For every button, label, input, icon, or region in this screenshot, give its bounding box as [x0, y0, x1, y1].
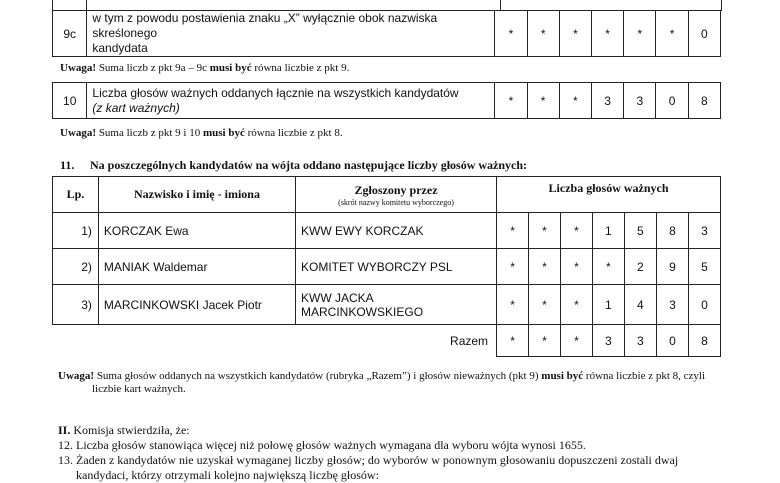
header-votes: Liczba głosów ważnych — [497, 177, 721, 213]
note-text: równa liczbie z pkt 8. — [247, 127, 343, 139]
note-text-continuation: liczbie kart ważnych. — [92, 383, 186, 395]
vote-digit: * — [560, 213, 592, 249]
digit-cell: 0 — [656, 83, 688, 119]
total-digit: 0 — [656, 325, 688, 357]
total-digit: * — [560, 325, 592, 357]
digit-cell: * — [527, 83, 559, 119]
row-label-line2: kandydata — [92, 41, 148, 55]
total-label: Razem — [450, 333, 489, 348]
vote-digit: * — [560, 285, 592, 325]
line-12: 12. Liczba głosów stanowiąca więcej niż połowę głosów ważnych wymagana dla wyboru wójta wynosi 1655. — [58, 438, 586, 452]
candidate-lp: 1) — [53, 213, 99, 249]
note-bold: musi być — [209, 62, 252, 74]
vote-digit: 8 — [656, 213, 688, 249]
vote-digit: * — [497, 249, 529, 285]
total-digit: 3 — [624, 325, 656, 357]
row-label-line2: (z kart ważnych) — [92, 100, 180, 115]
header-committee — [296, 177, 497, 213]
note-text: Suma liczb z pkt 9a – 9c — [98, 62, 207, 74]
committee-line1: KWW JACKA — [301, 290, 374, 305]
vote-digit: * — [529, 213, 561, 249]
header-committee-title: Zgłoszony przez — [354, 182, 438, 197]
line-13b: kandydaci, którzy otrzymali kolejno największą liczbę głosów: — [76, 468, 379, 482]
vote-digit: * — [592, 249, 624, 285]
candidates-table — [52, 176, 721, 357]
row-number: 10 — [53, 83, 87, 119]
candidate-committee — [296, 213, 497, 249]
section-2-heading: Komisja stwierdziła, że: — [73, 423, 190, 437]
total-digit: * — [529, 325, 561, 357]
digit-cell: * — [495, 83, 527, 119]
vote-digit: 1 — [592, 213, 624, 249]
digit-cell: * — [559, 11, 591, 57]
note-sum-total — [58, 370, 758, 396]
digit-cell: 8 — [688, 83, 720, 119]
total-digit: 8 — [688, 325, 720, 357]
digit-cell: * — [527, 11, 559, 57]
digit-cell: * — [624, 11, 656, 57]
note-bold: musi być — [203, 127, 245, 139]
note-text: równa liczbie z pkt 8, czyli — [585, 370, 706, 382]
top-row-fragment-divider — [86, 0, 87, 10]
candidate-name: MANIAK Waldemar — [98, 249, 295, 285]
note-sum-9 — [60, 62, 349, 74]
digit-cell: * — [592, 11, 624, 57]
committee-line1: KWW EWY KORCZAK — [301, 223, 424, 238]
row-label — [87, 83, 495, 119]
note-text: Suma liczb z pkt 9 i 10 — [98, 127, 201, 139]
section-title: Na poszczególnych kandydatów na wójta oddano następujące liczby głosów ważnych: — [90, 158, 528, 172]
vote-digit: 5 — [624, 213, 656, 249]
vote-digit: 9 — [656, 249, 688, 285]
row-10-table — [52, 82, 721, 119]
note-sum-8 — [60, 127, 343, 139]
line-13: 13. Żaden z kandydatów nie uzyskał wymaganej liczby głosów; do wyborów w ponownym głosowaniu dopuszczeni zostali dwaj — [58, 453, 679, 467]
committee-line1: KOMITET WYBORCZY PSL — [301, 259, 453, 274]
vote-digit: * — [497, 213, 529, 249]
row-label-line1: Liczba głosów ważnych oddanych łącznie na wszystkich kandydatów — [92, 85, 459, 100]
header-name: Nazwisko i imię - imiona — [98, 177, 295, 213]
note-prefix: Uwaga! — [60, 62, 97, 74]
note-prefix: Uwaga! — [60, 127, 97, 139]
header-lp: Lp. — [53, 177, 99, 213]
note-text: Suma głosów oddanych na wszystkich kandydatów (rubryka „Razem”) i głosów nieważnych (pkt 9) — [96, 370, 539, 382]
row-9c-table — [52, 10, 721, 57]
vote-digit: 3 — [688, 213, 720, 249]
candidate-committee — [296, 249, 497, 285]
section-11-heading — [60, 158, 527, 173]
vote-digit: 0 — [688, 285, 720, 325]
candidate-lp: 2) — [53, 249, 99, 285]
vote-digit: 2 — [624, 249, 656, 285]
vote-digit: 3 — [656, 285, 688, 325]
vote-digit: * — [497, 285, 529, 325]
section-2-number: II. — [58, 423, 71, 437]
row-number: 9c — [53, 11, 87, 57]
vote-digit: * — [529, 249, 561, 285]
vote-digit: * — [560, 249, 592, 285]
header-committee-sub: (skrót nazwy komitetu wyborczego) — [338, 197, 454, 207]
vote-digit: 5 — [688, 249, 720, 285]
row-label — [87, 11, 495, 57]
committee-line2: MARCINKOWSKIEGO — [301, 304, 424, 319]
digit-cell: * — [495, 11, 527, 57]
candidate-name: MARCINKOWSKI Jacek Piotr — [98, 285, 295, 325]
note-text: równa liczbie z pkt 9. — [254, 62, 350, 74]
digit-cell: 0 — [688, 11, 720, 57]
vote-digit: 1 — [592, 285, 624, 325]
vote-digit: * — [529, 285, 561, 325]
section-number: 11. — [60, 158, 75, 172]
digit-cell: 3 — [591, 83, 623, 119]
candidate-name: KORCZAK Ewa — [98, 213, 295, 249]
total-digit: * — [497, 325, 529, 357]
row-label-line1: w tym z powodu postawienia znaku „X” wyłącznie obok nazwiska skreślonego — [92, 11, 438, 40]
section-2 — [58, 423, 678, 483]
total-digit: 3 — [592, 325, 624, 357]
digit-cell: 3 — [624, 83, 656, 119]
digit-cell: * — [656, 11, 688, 57]
note-bold: musi być — [541, 370, 584, 382]
note-prefix: Uwaga! — [58, 370, 95, 382]
vote-digit: 4 — [624, 285, 656, 325]
top-row-fragment-divider — [500, 0, 501, 10]
digit-cell: * — [559, 83, 591, 119]
candidate-lp: 3) — [53, 285, 99, 325]
candidate-committee — [296, 285, 497, 325]
